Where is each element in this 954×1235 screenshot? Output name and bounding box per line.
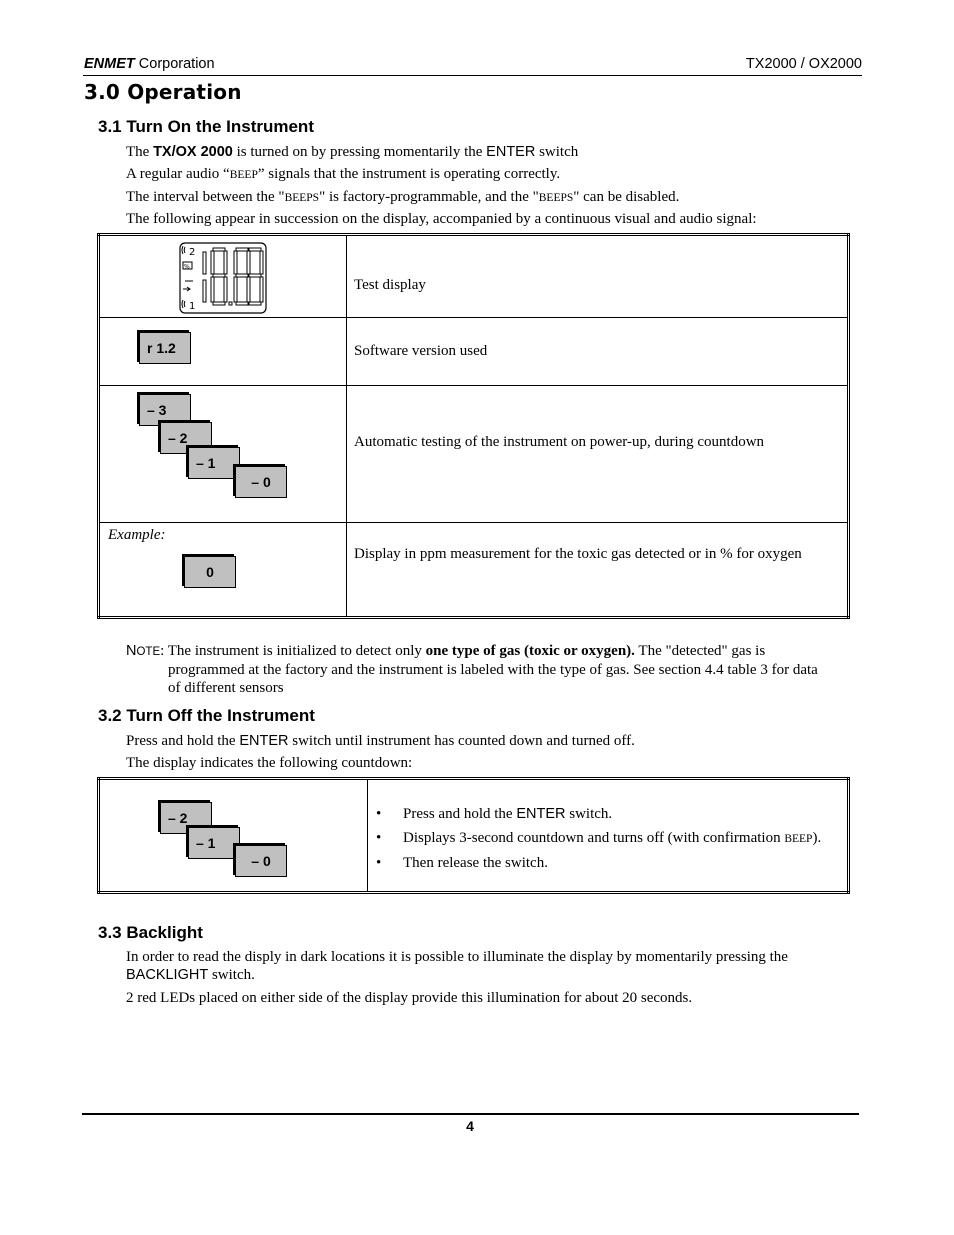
row-desc: Software version used (347, 318, 849, 386)
s31-para-2: A regular audio “BEEP” signals that the instrument is operating correctly. (126, 166, 561, 182)
header-rule (83, 75, 862, 76)
example-cell (99, 523, 347, 618)
lcd-box: – 0 (235, 466, 287, 498)
list-item: • Displays 3-second countdown and turns off (with confirmation BEEP). (368, 826, 847, 851)
s31-para-1: The TX/OX 2000 is turned on by pressing momentarily the ENTER switch (126, 144, 579, 160)
lcd-test-display-icon (179, 242, 267, 314)
section-3-3-heading: 3.3 Backlight (98, 923, 203, 942)
list-item: • Press and hold the ENTER switch. (368, 802, 847, 826)
table-row (99, 386, 849, 523)
s33-para-1: In order to read the disply in dark locations it is possible to illuminate the display by momentarily pressing the BACKLIGHT switch. (126, 949, 788, 983)
lcd-box: – 1 (188, 827, 240, 859)
s32-para-1: Press and hold the ENTER switch until instrument has counted down and turned off. (126, 733, 635, 749)
s31-para-3: The interval between the "BEEPS" is factory-programmable, and the "BEEPS" can be disabled. (126, 189, 680, 205)
example-label: Example: (108, 527, 166, 543)
note-line-3: of different sensors (168, 680, 284, 696)
footer-rule (82, 1113, 859, 1115)
lcd-box: – 3 (139, 394, 191, 426)
header-company: ENMET Corporation (84, 56, 215, 72)
table-row (99, 779, 849, 893)
table-row (99, 318, 849, 386)
svg-text:1: 1 (189, 301, 196, 312)
list-item: • Then release the switch. (368, 851, 847, 875)
note-line-2: programmed at the factory and the instrument is labeled with the type of gas. See section 4.4 table 3 for data (168, 662, 818, 678)
section-3-1-heading: 3.1 Turn On the Instrument (98, 117, 314, 136)
page-number: 4 (466, 1118, 474, 1134)
lcd-test-cell (99, 235, 347, 318)
shutdown-steps-list (368, 802, 847, 875)
version-cell (99, 318, 347, 386)
lcd-box: – 1 (188, 447, 240, 479)
row-desc: Automatic testing of the instrument on power-up, during countdown (347, 386, 849, 523)
row-desc: Display in ppm measurement for the toxic gas detected or in % for oxygen (347, 523, 849, 618)
lcd-box: 0 (184, 556, 236, 588)
svg-text:2: 2 (189, 247, 196, 258)
row-desc: Test display (347, 235, 849, 318)
page-title: 3.0 Operation (84, 80, 242, 104)
header-model: TX2000 / OX2000 (745, 56, 862, 72)
lcd-box: – 0 (235, 845, 287, 877)
lcd-box: r 1.2 (139, 332, 191, 364)
shutdown-table (97, 777, 850, 894)
table-row (99, 235, 849, 318)
lcd-box: – 2 (160, 422, 212, 454)
lcd-box: – 2 (160, 802, 212, 834)
note-line-1: NOTE: The instrument is initialized to detect only one type of gas (toxic or oxygen). The "detected" gas is (126, 643, 766, 659)
s33-para-2: 2 red LEDs placed on either side of the display provide this illumination for about 20 seconds. (126, 990, 693, 1006)
note (126, 642, 856, 697)
startup-sequence-table (97, 233, 850, 619)
s31-para-4: The following appear in succession on the display, accompanied by a continuous visual and audio signal: (126, 211, 757, 227)
table-row (99, 523, 849, 618)
countdown-cell (99, 386, 347, 523)
svg-text:%: % (184, 263, 190, 271)
shutdown-steps-cell (368, 779, 849, 893)
s32-para-2: The display indicates the following countdown: (126, 755, 413, 771)
section-3-2-heading: 3.2 Turn Off the Instrument (98, 706, 315, 725)
shutdown-countdown-cell (99, 779, 368, 893)
